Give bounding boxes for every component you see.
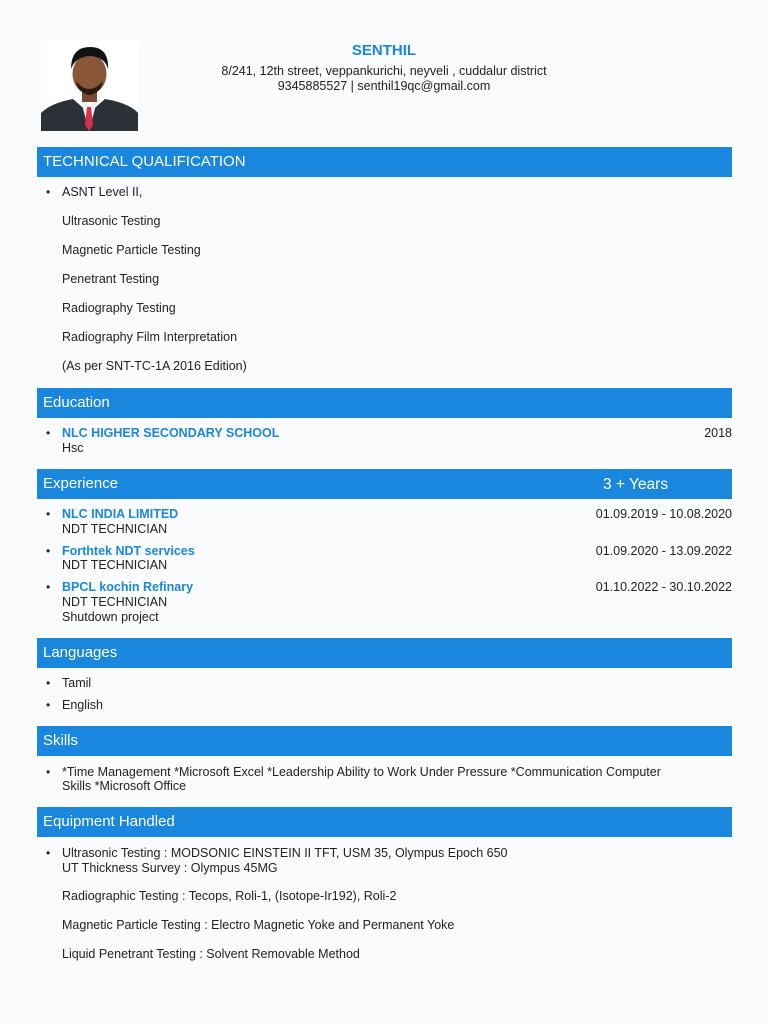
qualification-item: Radiography Film Interpretation (62, 330, 238, 344)
equipment-radiographic: Radiographic Testing : Tecops, Roli-1, (Isotope-Ir192), Roli-2 (62, 889, 397, 903)
language-item: English (62, 698, 103, 712)
address: 8/241, 12th street, veppankurichi, neyveli , cuddalur district (221, 64, 547, 78)
job-role: NDT TECHNICIAN (62, 522, 168, 536)
header (0, 42, 768, 94)
section-technical-qualification (37, 147, 732, 177)
skills-line: *Time Management *Microsoft Excel *Leadership Ability to Work Under Pressure *Communication Computer (62, 765, 661, 779)
skills-line: Skills *Microsoft Office (62, 779, 187, 793)
section-title: Skills (43, 732, 79, 749)
qualification-item: (As per SNT-TC-1A 2016 Edition) (62, 359, 247, 373)
section-title: Languages (43, 644, 118, 661)
experience-total: 3 + Years (603, 476, 669, 493)
section-languages (37, 638, 732, 668)
company-name: Forthtek NDT services (62, 544, 195, 558)
section-title: Equipment Handled (43, 813, 175, 830)
bullet-icon: • (46, 185, 51, 199)
bullet-icon: • (46, 676, 51, 690)
company-name: BPCL kochin Refinary (62, 580, 194, 594)
section-title: TECHNICAL QUALIFICATION (43, 153, 246, 170)
qualification-item: Radiography Testing (62, 301, 176, 315)
qualification-item: Penetrant Testing (62, 272, 160, 286)
school-name: NLC HIGHER SECONDARY SCHOOL (62, 426, 280, 440)
bullet-icon: • (46, 765, 51, 779)
bullet-icon: • (46, 580, 51, 594)
section-title: Education (43, 394, 110, 411)
equipment-ultrasonic: Ultrasonic Testing : MODSONIC EINSTEIN II TFT, USM 35, Olympus Epoch 650 (62, 846, 508, 860)
section-education (37, 388, 732, 418)
candidate-name: SENTHIL (351, 42, 417, 59)
equipment-thickness: UT Thickness Survey : Olympus 45MG (62, 861, 278, 875)
bullet-icon: • (46, 426, 51, 440)
bullet-icon: • (46, 698, 51, 712)
job-dates: 01.09.2020 - 13.09.2022 (595, 544, 732, 558)
education-year: 2018 (704, 426, 732, 440)
qualification-item: Ultrasonic Testing (62, 214, 161, 228)
section-experience (37, 469, 732, 499)
job-role: NDT TECHNICIAN (62, 595, 168, 609)
bullet-icon: • (46, 544, 51, 558)
job-note: Shutdown project (62, 610, 159, 624)
equipment-penetrant: Liquid Penetrant Testing : Solvent Removable Method (62, 947, 360, 961)
bullet-icon: • (46, 507, 51, 521)
qualification-item: Magnetic Particle Testing (62, 243, 201, 257)
bullet-icon: • (46, 846, 51, 860)
qualification-lead: ASNT Level II, (62, 185, 143, 199)
job-dates: 01.10.2022 - 30.10.2022 (595, 580, 732, 594)
equipment-magnetic: Magnetic Particle Testing : Electro Magnetic Yoke and Permanent Yoke (62, 918, 455, 932)
section-skills (37, 726, 732, 756)
section-equipment (37, 807, 732, 837)
degree: Hsc (62, 441, 84, 455)
job-dates: 01.09.2019 - 10.08.2020 (595, 507, 732, 521)
section-title: Experience (43, 475, 119, 492)
contact-info: 9345885527 | senthil19qc@gmail.com (277, 79, 491, 93)
job-role: NDT TECHNICIAN (62, 558, 168, 572)
company-name: NLC INDIA LIMITED (62, 507, 179, 521)
language-item: Tamil (62, 676, 92, 690)
